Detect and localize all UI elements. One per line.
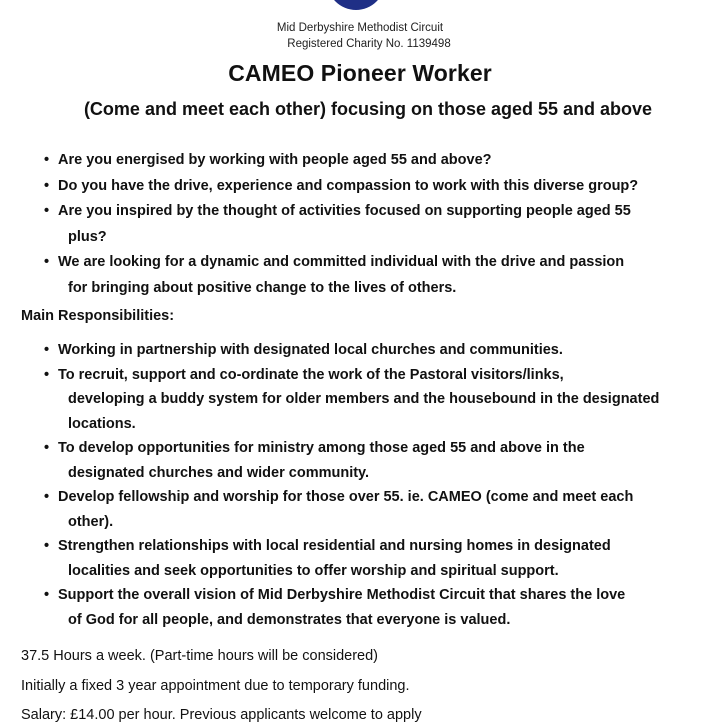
list-item: [0, 436, 720, 485]
bullet-continuation: localities and seek opportunities to offer worship and spiritual support.: [68, 562, 559, 579]
bullet-text: Are you inspired by the thought of activities focused on supporting people aged 55: [58, 203, 631, 219]
list-item: [0, 199, 720, 250]
circuit-logo: [327, 0, 385, 10]
bullet-icon: •: [44, 538, 50, 554]
bullet-text: We are looking for a dynamic and committed individual with the drive and passion: [58, 254, 625, 270]
bullet-icon: •: [44, 489, 50, 505]
bullet-icon: •: [44, 366, 50, 383]
list-item: [0, 534, 720, 583]
bullet-icon: •: [44, 152, 50, 168]
bullet-continuation: plus?: [68, 228, 107, 245]
list-item: [0, 338, 720, 363]
bullet-continuation: for bringing about positive change to the lives of others.: [68, 279, 457, 296]
list-item: [0, 363, 720, 437]
responsibilities-list: [0, 338, 720, 632]
list-item: [0, 583, 720, 632]
bullet-text: Strengthen relationships with local residential and nursing homes in designated: [58, 538, 611, 554]
responsibilities-section: [0, 338, 720, 632]
bullet-icon: •: [44, 254, 50, 270]
circuit-name: Mid Derbyshire Methodist Circuit: [276, 22, 444, 34]
list-item: [0, 174, 720, 200]
bullet-text: Are you energised by working with people aged 55 and above?: [58, 152, 492, 168]
bullet-icon: •: [44, 342, 50, 358]
appointment-text: Initially a fixed 3 year appointment due to temporary funding.: [21, 678, 410, 694]
bullet-icon: •: [44, 177, 50, 194]
list-item: [0, 250, 720, 301]
document-header: [0, 20, 720, 52]
bullet-continuation: of God for all people, and demonstrates that everyone is valued.: [68, 611, 511, 628]
bullet-continuation: designated churches and wider community.: [68, 464, 370, 481]
bullet-text: To develop opportunities for ministry among those aged 55 and above in the: [58, 440, 585, 456]
bullet-text: Do you have the drive, experience and compassion to work with this diverse group?: [58, 177, 639, 194]
bullet-continuation: other).: [68, 513, 114, 530]
intro-section: [0, 148, 720, 301]
bullet-icon: •: [44, 587, 50, 603]
bullet-icon: •: [44, 203, 50, 219]
charity-number: Registered Charity No. 1139498: [287, 38, 451, 50]
bullet-text: To recruit, support and co-ordinate the work of the Pastoral visitors/links,: [58, 366, 564, 383]
list-item: [0, 148, 720, 174]
intro-bullet-list: [0, 148, 720, 301]
bullet-text: Working in partnership with designated local churches and communities.: [58, 342, 563, 358]
bullet-continuation: developing a buddy system for older members and the housebound in the designated locations.: [68, 391, 660, 432]
bullet-text: Develop fellowship and worship for those over 55. ie. CAMEO (come and meet each: [58, 489, 634, 505]
bullet-text: Support the overall vision of Mid Derbyshire Methodist Circuit that shares the love: [58, 587, 626, 603]
page-title: CAMEO Pioneer Worker: [228, 60, 492, 86]
responsibilities-heading: Main Responsibilities:: [21, 308, 175, 324]
page-subtitle: (Come and meet each other) focusing on those aged 55 and above: [83, 99, 653, 119]
hours-text: 37.5 Hours a week. (Part-time hours will be considered): [21, 648, 379, 664]
bullet-icon: •: [44, 440, 50, 456]
salary-text: Salary: £14.00 per hour. Previous applicants welcome to apply: [21, 707, 422, 723]
list-item: [0, 485, 720, 534]
